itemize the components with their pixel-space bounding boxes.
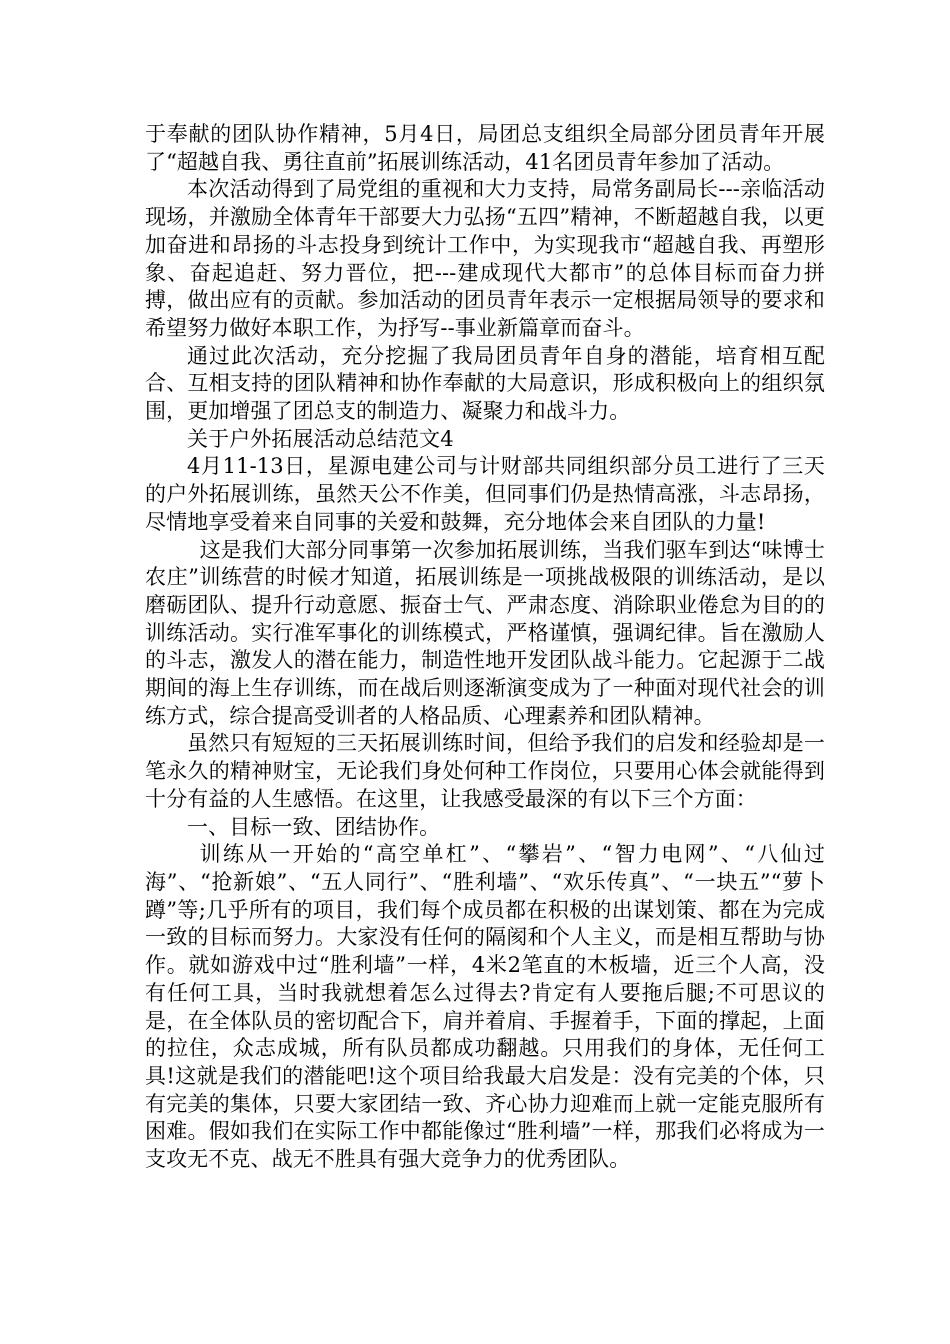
paragraph-7: 训练从一开始的“高空单杠”、“攀岩”、“智力电网”、“八仙过海”、“抢新娘”、“五人同行”、“胜利墙”、“欢乐传真”、“一块五”“萝卜蹲”等;几乎所有的项目，我们每个成员都在积极的出谋划策、都在为完成一致的目标而努力。大家没有任何的隔阂和个人主义，而是相互帮助与协作。就如游戏中过“胜利墙”一样，4米2笔直的木板墙，近三个人高，没有任何工具，当时我就想着怎么过得去?肯定有人要拖后腿;不可思议的是，在全体队员的密切配合下，肩并着肩、手握着手，下面的撑起，上面的拉住，众志成城，所有队员都成功翻越。只用我们的身体，无任何工具!这就是我们的潜能吧!这个项目给我最大启发是：没有完美的个体，只有完美的集体，只要大家团结一致、齐心协力迎难而上就一定能克服所有困难。假如我们在实际工作中都能像过“胜利墙”一样，那我们必将成为一支攻无不克、战无不胜具有强大竞争力的优秀团队。	[145, 842, 825, 1172]
paragraph-6: 虽然只有短短的三天拓展训练时间，但给予我们的启发和经验却是一笔永久的精神财宝，无论我们身处何种工作岗位，只要用心体会就能得到十分有益的人生感悟。在这里，让我感受最深的有以下三个方面：	[145, 731, 825, 811]
paragraph-3: 通过此次活动，充分挖掘了我局团员青年自身的潜能，培育相互配合、互相支持的团队精神和协作奉献的大局意识，形成积极向上的组织氛围，更加增强了团总支的制造力、凝聚力和战斗力。	[145, 343, 825, 424]
section-heading: 关于户外拓展活动总结范文4	[187, 426, 454, 451]
subheading-1: 一、目标一致、团结协作。	[187, 814, 441, 839]
paragraph-2: 本次活动得到了局党组的重视和大力支持，局常务副局长---亲临活动现场，并激励全体青年干部要大力弘扬“五四”精神，不断超越自我，以更加奋进和昂扬的斗志投身到统计工作中，为实现我市“超越自我、再塑形象、奋起追赶、努力晋位，把---建成现代大都市”的总体目标而奋力拼搏，做出应有的贡献。参加活动的团员青年表示一定根据局领导的要求和希望努力做好本职工作，为抒写--事业新篇章而奋斗。	[145, 177, 825, 340]
paragraph-1: 于奉献的团队协作精神，5月4日，局团总支组织全局部分团员青年开展了“超越自我、勇往直前”拓展训练活动，41名团员青年参加了活动。	[145, 122, 825, 174]
paragraph-4: 4月11-13日，星源电建公司与计财部共同组织部分员工进行了三天的户外拓展训练，虽然天公不作美，但同事们仍是热情高涨，斗志昂扬，尽情地享受着来自同事的关爱和鼓舞，充分地体会来自团队的力量!	[145, 454, 825, 534]
document-body	[145, 121, 825, 1174]
paragraph-5: 这是我们大部分同事第一次参加拓展训练，当我们驱车到达“味博士农庄”训练营的时候才知道，拓展训练是一项挑战极限的训练活动，是以磨砺团队、提升行动意愿、振奋士气、严肃态度、消除职业倦怠为目的的训练活动。实行准军事化的训练模式，严格谨慎，强调纪律。旨在激励人的斗志，激发人的潜在能力，制造性地开发团队战斗能力。它起源于二战期间的海上生存训练，而在战后则逐渐演变成为了一种面对现代社会的训练方式，综合提高受训者的人格品质、心理素养和团队精神。	[145, 537, 825, 728]
